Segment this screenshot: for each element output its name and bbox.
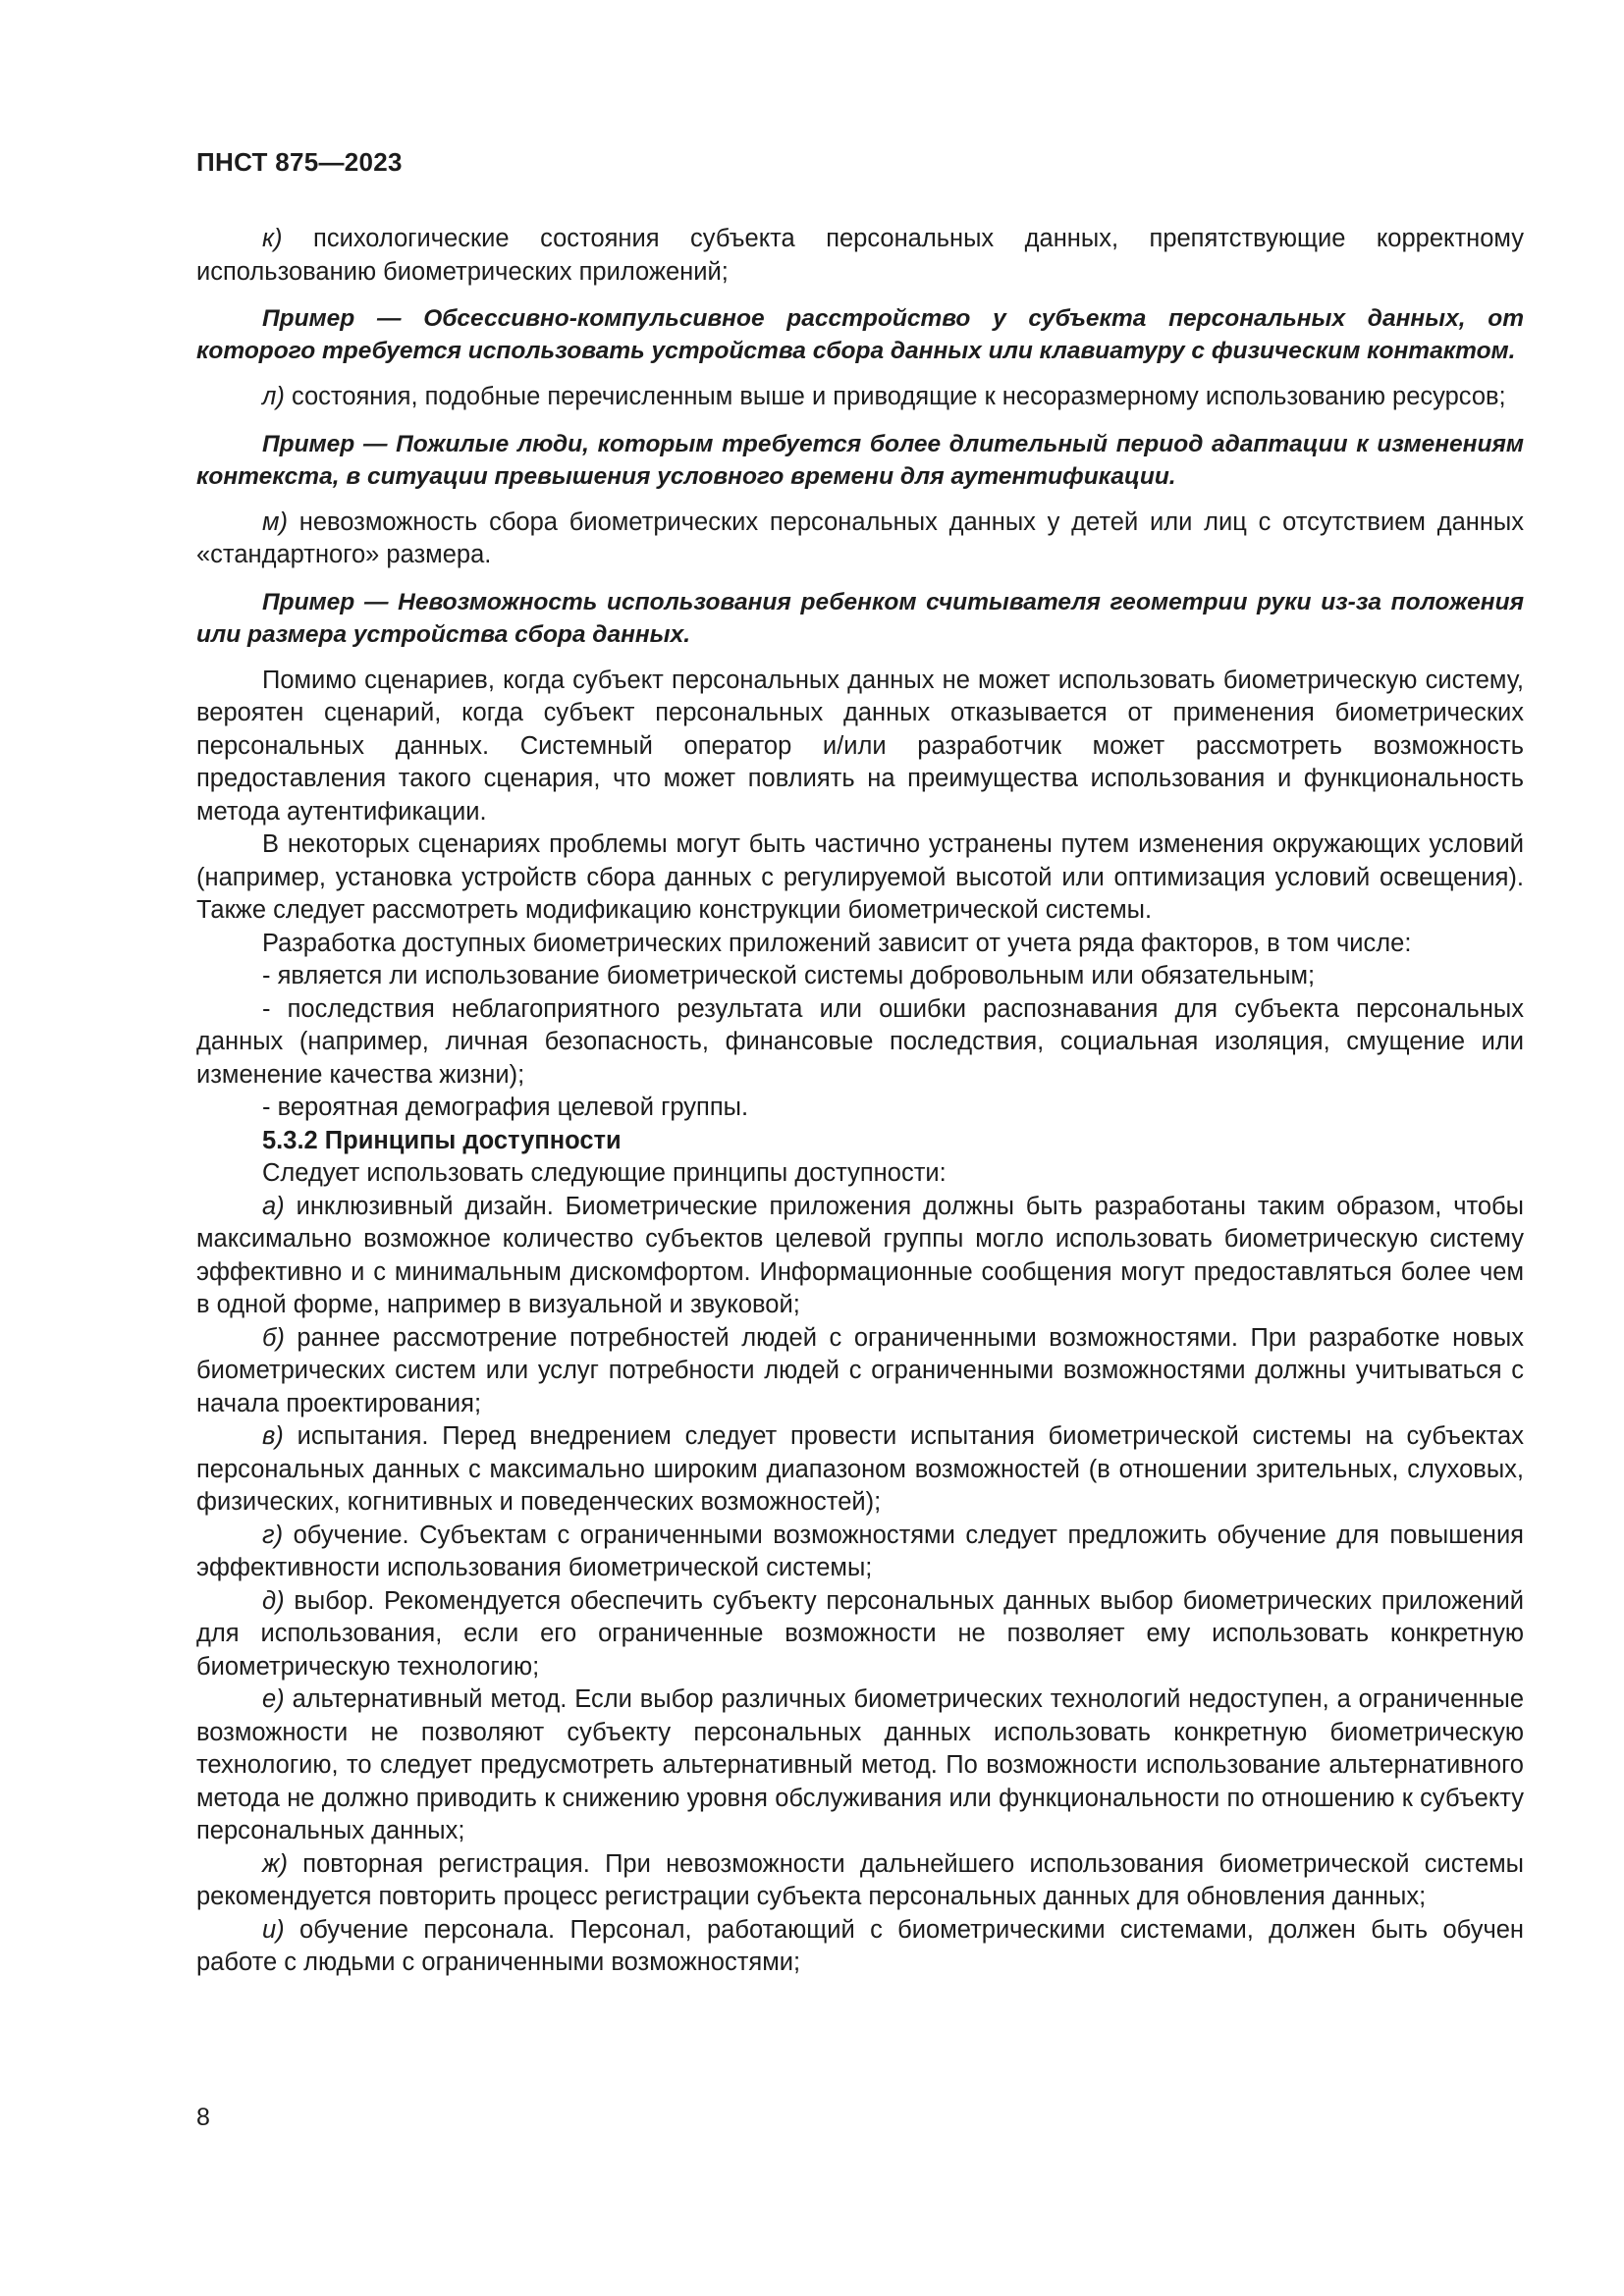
section-heading: 5.3.2 Принципы доступности bbox=[262, 1126, 622, 1154]
principle-item: б) раннее рассмотрение потребностей людей с ограниченными возможностями. При разработке новых биометрических систем или услуг потребности людей с ограниченными возможностями должны учитываться с начала проектирования; bbox=[196, 1323, 1524, 1417]
paragraph: В некоторых сценариях проблемы могут быть частично устранены путем изменения окружающих условий (например, установка устройств сбора данных с регулируемой высотой или оптимизация условий освещения). Также следует рассмотреть модификацию конструкции биометрической системы. bbox=[196, 830, 1524, 924]
page-number: 8 bbox=[196, 2104, 210, 2131]
principle-item: е) альтернативный метод. Если выбор различных биометрических технологий недоступен, а ограниченные возможности не позволяют субъекту персональных данных использовать конкретную биометрическую технологию, то следует предусмотреть альтернативный метод. По возможности использование альтернативного метода не должно приводить к снижению уровня обслуживания или функциональности по отношению к субъекту персональных данных; bbox=[196, 1685, 1524, 1844]
dash-item: - вероятная демография целевой группы. bbox=[262, 1094, 749, 1121]
document-id: ПНСТ 875—2023 bbox=[196, 147, 403, 177]
principle-item: в) испытания. Перед внедрением следует провести испытания биометрической системы на субъектах персональных данных с максимально широким диапазоном возможностей (в отношении зрительных, слуховых, физических, когнитивных и поведенческих возможностей); bbox=[196, 1422, 1524, 1516]
example-m: Пример — Невозможность использования ребенком считывателя геометрии руки из-за положения или размера устройства сбора данных. bbox=[196, 588, 1524, 648]
principle-item: г) обучение. Субъектам с ограниченными возможностями следует предложить обучение для повышения эффективности использования биометрической системы; bbox=[196, 1521, 1524, 1581]
paragraph: Следует использовать следующие принципы доступности: bbox=[262, 1159, 947, 1187]
principle-item: д) выбор. Рекомендуется обеспечить субъекту персональных данных выбор биометрических приложений для использования, если его ограниченные возможности не позволяет ему использовать конкретную биометрическую технологию; bbox=[196, 1586, 1524, 1681]
paragraph: Помимо сценариев, когда субъект персональных данных не может использовать биометрическую систему, вероятен сценарий, когда субъект персональных данных отказывается от применения биометрических персональных данных. Системный оператор и/или разработчик может рассмотреть возможность предоставления такого сценария, что может повлиять на преимущества использования и функциональность метода аутентификации. bbox=[196, 666, 1524, 826]
example-l: Пример — Пожилые люди, которым требуется более длительный период адаптации к изменениям контекста, в ситуации превышения условного времени для аутентификации. bbox=[196, 430, 1524, 490]
principle-item: а) инклюзивный дизайн. Биометрические приложения должны быть разработаны таким образом, чтобы максимально возможное количество субъектов целевой группы могло использовать биометрическую систему эффективно и с минимальным дискомфортом. Информационные сообщения могут предоставляться более чем в одной форме, например в визуальной и звуковой; bbox=[196, 1192, 1524, 1318]
principle-item: и) обучение персонала. Персонал, работающий с биометрическими системами, должен быть обучен работе с людьми с ограниченными возможностями; bbox=[196, 1915, 1524, 1976]
list-item-l: л) состояния, подобные перечисленным выше и приводящие к несоразмерному использованию ресурсов; bbox=[262, 383, 1506, 410]
example-k: Пример — Обсессивно-компульсивное расстройство у субъекта персональных данных, от которого требуется использовать устройства сбора данных или клавиатуру с физическим контактом. bbox=[196, 305, 1524, 364]
document-page bbox=[196, 147, 1524, 1980]
principle-item: ж) повторная регистрация. При невозможности дальнейшего использования биометрической системы рекомендуется повторить процесс регистрации субъекта персональных данных для обновления данных; bbox=[196, 1849, 1524, 1910]
dash-item: - является ли использование биометрической системы добровольным или обязательным; bbox=[262, 962, 1316, 989]
paragraph: Разработка доступных биометрических приложений зависит от учета ряда факторов, в том числе: bbox=[262, 929, 1412, 957]
list-item-m: м) невозможность сбора биометрических персональных данных у детей или лиц с отсутствием данных «стандартного» размера. bbox=[196, 507, 1524, 568]
dash-item: - последствия неблагоприятного результата или ошибки распознавания для субъекта персональных данных (например, личная безопасность, финансовые последствия, социальная изоляция, смущение или изменение качества жизни); bbox=[196, 994, 1524, 1089]
list-item-k: к) психологические состояния субъекта персональных данных, препятствующие корректному использованию биометрических приложений; bbox=[196, 225, 1524, 286]
